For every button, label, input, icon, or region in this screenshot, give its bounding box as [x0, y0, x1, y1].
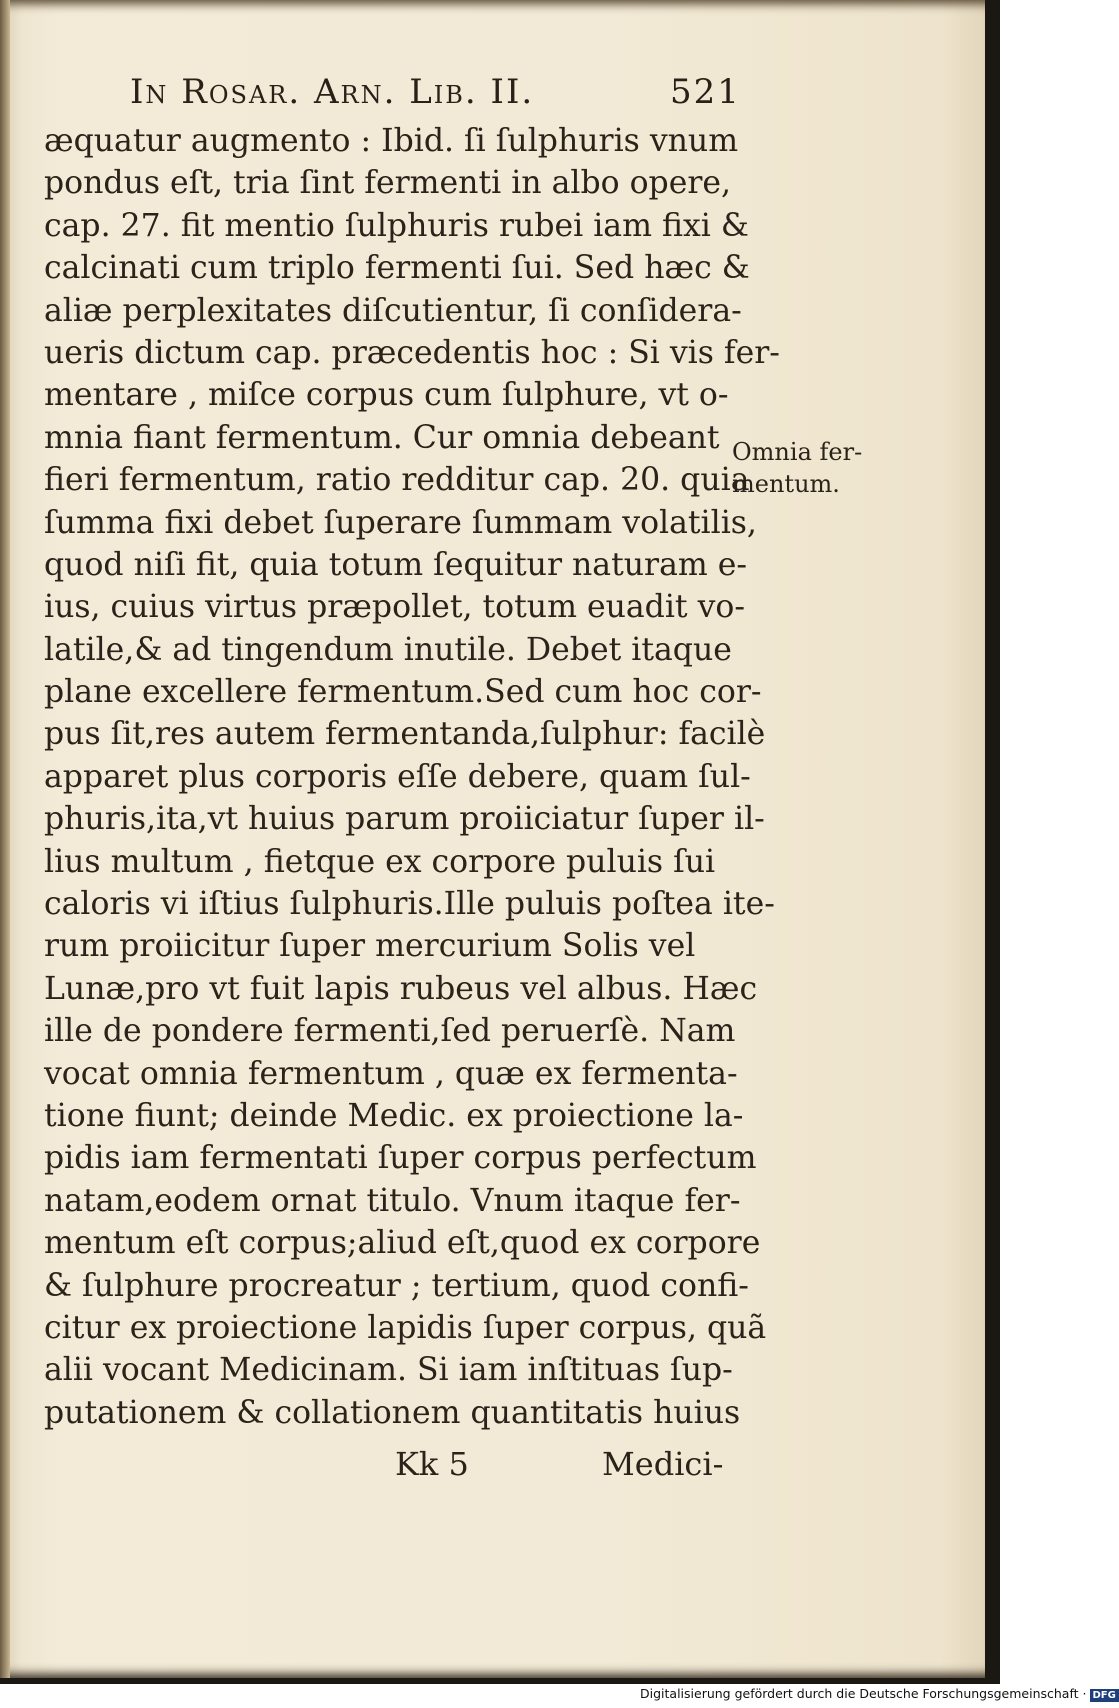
text-line: ille de pondere fermenti,ſed peruerſè. Nam — [44, 1013, 736, 1050]
text-line: calcinati cum triplo fermenti ſui. Sed hæc & — [44, 250, 750, 287]
text-line: alii vocant Medicinam. Si iam inſtituas ſup- — [44, 1352, 733, 1389]
text-line: pidis iam fermentati ſuper corpus perfectum — [44, 1140, 757, 1177]
text-line: æquatur augmento : Ibid. ſi ſulphuris vnum — [44, 123, 739, 159]
text-line: putationem & collationem quantitatis huius — [44, 1394, 741, 1431]
text-line: pondus eſt, tria ſint fermenti in albo opere, — [44, 165, 732, 202]
text-line: pus ſit,res autem fermentanda,ſulphur: facilè — [44, 716, 766, 753]
dfg-logo: DFG — [1090, 1689, 1119, 1702]
text-line: ius, cuius virtus præpollet, totum euadit vo- — [44, 589, 745, 626]
text-line: rum proiicitur ſuper mercurium Solis vel — [44, 928, 696, 965]
text-line: latile,& ad tingendum inutile. Debet itaque — [44, 631, 732, 668]
catchline — [395, 1445, 735, 1489]
running-head — [130, 72, 741, 122]
text-line: lius multum , fietque ex corpore puluis ſui — [44, 843, 716, 880]
text-line: natam,eodem ornat titulo. Vnum itaque fer- — [44, 1182, 741, 1219]
text-line: citur ex proiectione lapidis ſuper corpus, quã — [44, 1309, 767, 1346]
text-line: plane excellere fermentum.Sed cum hoc cor- — [44, 674, 762, 711]
text-line: phuris,ita,vt huius parum proiiciatur ſuper il- — [44, 801, 765, 838]
catchword: Medici- — [602, 1445, 724, 1483]
text-line: tione fiunt; deinde Medic. ex proiectione la- — [44, 1097, 744, 1134]
running-head-title: In Rosar. Arn. Lib. II. — [130, 72, 535, 112]
marginal-note-line: Omnia fer- — [732, 438, 863, 466]
text-line: mentare , miſce corpus cum ſulphure, vt o- — [44, 377, 729, 414]
text-line: vocat omnia fermentum , quæ ex fermenta- — [44, 1055, 738, 1092]
text-line: ſumma fixi debet ſuperare ſummam volatilis, — [44, 504, 757, 541]
text-line: cap. 27. fit mentio ſulphuris rubei iam fixi & — [44, 207, 749, 244]
signature-mark: Kk 5 — [395, 1445, 469, 1483]
page-number: 521 — [670, 72, 741, 112]
text-line: caloris vi iſtius ſulphuris.Ille puluis poſtea ite- — [44, 886, 775, 923]
marginal-note — [732, 436, 863, 500]
page-edge-right — [985, 0, 1000, 1678]
page-spine — [0, 0, 10, 1678]
text-line: mentum eſt corpus;aliud eſt,quod ex corpore — [44, 1225, 761, 1262]
marginal-note-line: mentum. — [732, 470, 840, 498]
text-line: apparet plus corporis eſſe debere, quam ſul- — [44, 758, 751, 795]
body-text — [44, 120, 780, 1434]
text-line: & ſulphure procreatur ; tertium, quod confi- — [44, 1267, 749, 1304]
text-line: quod niſi fit, quia totum ſequitur naturam e- — [44, 546, 748, 583]
digitization-credit — [640, 1686, 1116, 1704]
text-line: aliæ perplexitates diſcutientur, ſi conſidera- — [44, 292, 742, 329]
digitization-credit-text: Digitalisierung gefördert durch die Deutsche Forschungsgemeinschaft · — [640, 1686, 1087, 1701]
text-line: Lunæ,pro vt fuit lapis rubeus vel albus. Hæc — [44, 970, 758, 1007]
page-edge-bottom — [0, 1678, 1000, 1684]
text-line: ueris dictum cap. præcedentis hoc : Si vis fer- — [44, 334, 780, 371]
text-line: fieri fermentum, ratio redditur cap. 20. quia — [44, 462, 750, 499]
text-line: mnia fiant fermentum. Cur omnia debeant — [44, 419, 720, 456]
